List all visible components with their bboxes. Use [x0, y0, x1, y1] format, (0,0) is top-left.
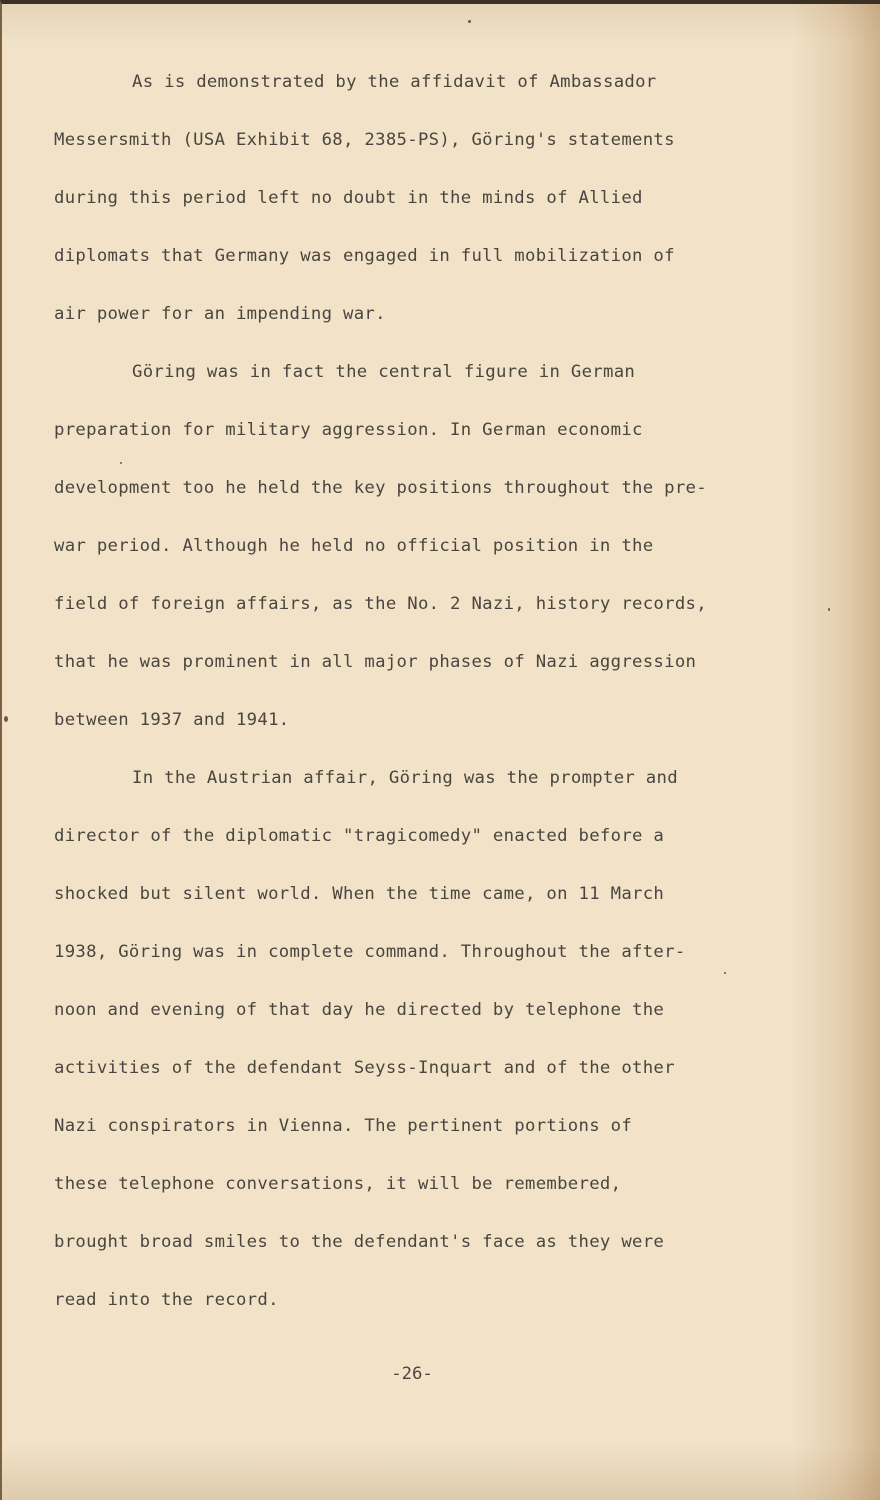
paper-speck: [468, 20, 471, 23]
text-line: Messersmith (USA Exhibit 68, 2385-PS), Göring's statements: [54, 130, 675, 150]
text-line: In the Austrian affair, Göring was the prompter and: [132, 768, 678, 788]
text-line: Göring was in fact the central figure in German: [132, 362, 636, 382]
text-line: these telephone conversations, it will be remembered,: [54, 1174, 622, 1194]
text-line: activities of the defendant Seyss-Inquart and of the other: [54, 1058, 675, 1078]
text-line: during this period left no doubt in the minds of Allied: [54, 188, 643, 208]
text-line: director of the diplomatic "tragicomedy" enacted before a: [54, 826, 665, 846]
paper-speck: [120, 462, 122, 464]
text-line: read into the record.: [54, 1290, 279, 1310]
page-number: -26-: [391, 1364, 433, 1384]
text-line: As is demonstrated by the affidavit of Ambassador: [132, 72, 657, 92]
text-line: field of foreign affairs, as the No. 2 Nazi, history records,: [54, 594, 707, 614]
text-line: between 1937 and 1941.: [54, 710, 290, 730]
document-body: [54, 58, 814, 1334]
text-line: that he was prominent in all major phases of Nazi aggression: [54, 652, 697, 672]
text-line: brought broad smiles to the defendant's face as they were: [54, 1232, 665, 1252]
text-line: air power for an impending war.: [54, 304, 386, 324]
paper-speck: [4, 716, 8, 722]
paper-speck: [724, 972, 726, 974]
paper-speck: [828, 608, 830, 611]
text-line: Nazi conspirators in Vienna. The pertinent portions of: [54, 1116, 633, 1136]
text-line: 1938, Göring was in complete command. Throughout the after-: [54, 942, 686, 962]
text-line: preparation for military aggression. In German economic: [54, 420, 643, 440]
text-line: war period. Although he held no official position in the: [54, 536, 654, 556]
text-line: noon and evening of that day he directed by telephone the: [54, 1000, 665, 1020]
text-line: shocked but silent world. When the time came, on 11 March: [54, 884, 665, 904]
text-line: diplomats that Germany was engaged in full mobilization of: [54, 246, 675, 266]
text-line: development too he held the key positions throughout the pre-: [54, 478, 707, 498]
